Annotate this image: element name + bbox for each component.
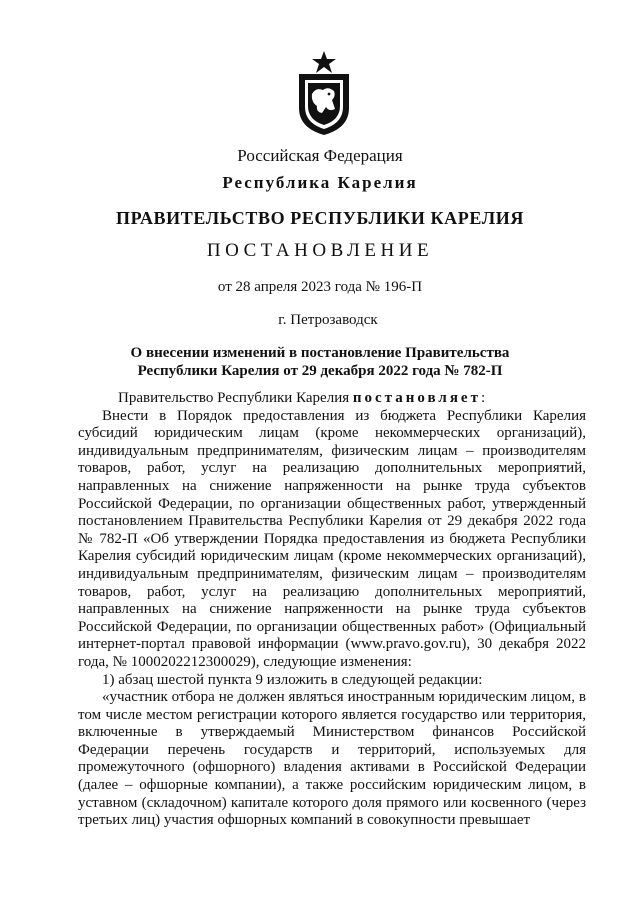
document-body	[78, 390, 586, 830]
paragraph-item-1: 1) абзац шестой пункта 9 изложить в следующей редакции:	[102, 671, 483, 688]
subject-line-1: О внесении изменений в постановление Правительства	[130, 345, 510, 361]
intro-text: Правительство Республики Карелия	[118, 390, 353, 406]
intro-verb: постановляет	[352, 390, 481, 406]
karelia-coat-of-arms-icon	[296, 50, 352, 136]
subject-line-2: Республики Карелия от 29 декабря 2022 года № 782-П	[137, 363, 503, 379]
intro-paragraph	[78, 390, 586, 408]
document-date-number: от 28 апреля 2023 года № 196-П	[217, 279, 423, 295]
document-type: ПОСТАНОВЛЕНИЕ	[206, 240, 434, 261]
document-subject	[0, 344, 640, 380]
paragraph-quote: «участник отбора не должен являться иностранным юридическим лицом, в том числе местом регистрации которого является государство или территория, включенные в утверждаемый Министерством финансов Российской Федерации перечень государств и территорий, используемых для промежуточного (офшорного) владения активами в Российской Федерации (далее – офшорные компании), а также российским юридическим лицом, в уставном (складочном) капитале которого доля прямого или косвенного (через третьих лиц) участия офшорных компаний в совокупности превышает	[78, 689, 586, 829]
country-name: Российская Федерация	[237, 146, 403, 165]
paragraph-main: Внести в Порядок предоставления из бюджета Республики Карелия субсидий юридическим лицам (кроме некоммерческих организаций), индивидуальным предпринимателям, физическим лицам – производителям товаров, работ, услуг на реализацию дополнительных мероприятий, направленных на снижение напряженности на рынке труда субъектов Российской Федерации, по организации общественных работ, утвержденный постановлением Правительства Республики Карелия от 29 декабря 2022 года № 782-П «Об утверждении Порядка предоставления из бюджета Республики Карелия субсидий юридическим лицам (кроме некоммерческих организаций), индивидуальным предпринимателям, физическим лицам – производителям товаров, работ, услуг на реализацию дополнительных мероприятий, направленных на снижение напряженности на рынке труда субъектов Российской Федерации, по организации общественных работ» (Официальный интернет-портал правовой информации (www.pravo.gov.ru), 30 декабря 2022 года, № 1000202212300029), следующие изменения:	[78, 407, 586, 670]
republic-name: Республика Карелия	[222, 173, 418, 192]
government-title: ПРАВИТЕЛЬСТВО РЕСПУБЛИКИ КАРЕЛИЯ	[116, 208, 524, 228]
document-city: г. Петрозаводск	[278, 312, 378, 328]
intro-colon: :	[480, 390, 486, 406]
